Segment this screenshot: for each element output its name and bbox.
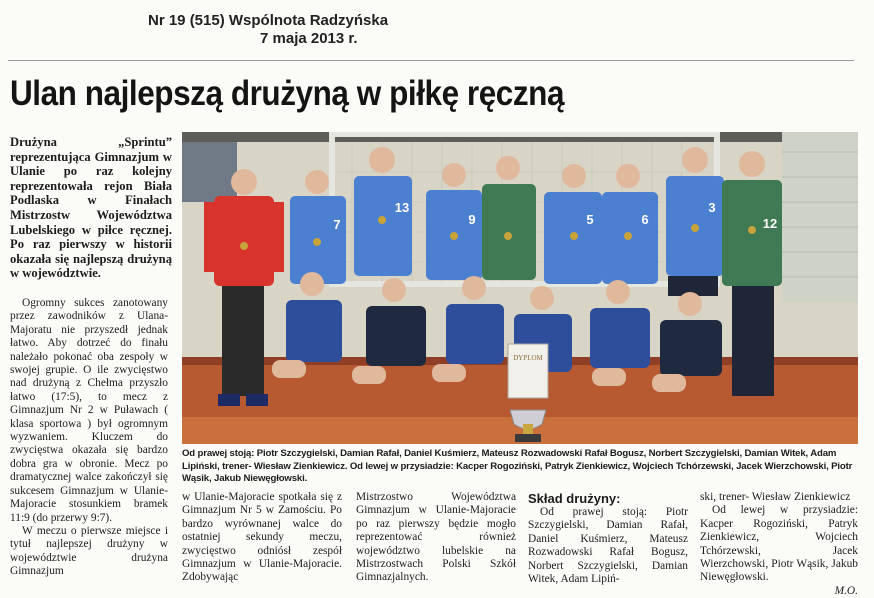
diploma-text: DYPLOM bbox=[513, 354, 543, 362]
body-paragraph: Ogromny sukces zanotowany przez zawodników z Ulana-Majoratu nie przyszedł jednak łatwo. Aby dotrzeć do finału należało pokonać oba zespoły w swojej grupie. O ile zwycięstwo nad drużyną z Chełma przyszło łatwo (17:5), to mecz z Gimnazjum Nr 2 w Puławach ( klasa sportowa ) był ogromnym wyzwaniem. Kluczem do zwycięstwa okazała się bardzo dobra gra w obronie. Mecz po dramatycznej walce zakończył się sukcesem Gimnazjum w Ulanie-Majoracie stosunkiem bramek 11:9 (do przerwy 9:7). bbox=[10, 297, 168, 524]
squad-seated: Od lewej w przysiadzie: Kacper Rogoziński, Patryk Zienkiewicz, Wojciech Tchórzewski, Jacek Wierzchowski, Piotr Wąsik, Jakub Niewęgłowski. bbox=[700, 504, 858, 584]
squad-box bbox=[528, 491, 688, 586]
masthead bbox=[148, 12, 388, 48]
article-body-col2 bbox=[182, 491, 342, 585]
photo-caption: Od prawej stoją: Piotr Szczygielski, Damian Rafał, Daniel Kuśmierz, Mateusz Rozwadowski Rafał Bogusz, Norbert Szczygielski, Damian Witek, Adam Lipiński, trener- Wiesław Zienkiewicz. Od lewej w przysiadzie: Kacper Rogoziński, Patryk Zienkiewicz, Wojciech Tchórzewski, Jacek Wierzchowski, Piotr Wąsik, Jakub Niewęgłowski. bbox=[182, 448, 853, 485]
article-body-col1 bbox=[10, 297, 168, 579]
body-paragraph: Mistrzostwo Województwa Gimnazjum w Ulanie-Majoracie po raz pierwszy będzie mogło reprezentować również województwo lubelskie na Mistrzostwach Polski Szkół Gimnazjalnych. bbox=[356, 491, 516, 584]
body-paragraph: w Ulanie-Majoracie spotkała się z Gimnazjum Nr 5 w Zamościu. Po bardzo wyrównanej walce do ostatniej sekundy meczu, zwycięstwo odniósł zespół Gimnazjum w Ulanie-Majoracie. Zdobywając bbox=[182, 491, 342, 584]
masthead-date: 7 maja 2013 r. bbox=[260, 30, 358, 47]
squad-text-continued: ski, trener- Wiesław Zienkiewicz bbox=[700, 491, 851, 503]
body-paragraph: W meczu o pierwsze miejsce i tytuł najlepszej drużyny w województwie drużyna Gimnazjum bbox=[10, 524, 168, 578]
jersey-number: 7 bbox=[333, 217, 341, 232]
squad-heading: Skład drużyny: bbox=[528, 491, 621, 506]
jersey-number: 5 bbox=[586, 212, 594, 227]
article-lead: Drużyna „Sprintu” reprezentująca Gimnazjum w Ulanie po raz kolejny reprezentowała rejon Biała Podlaska w Finałach Mistrzostw Województwa Lubelskiego w piłce ręcznej. Po raz pierwszy w historii okazała się najlepszą drużyną w województwie. bbox=[10, 135, 172, 281]
squad-box-continued bbox=[700, 491, 858, 598]
team-photo bbox=[182, 132, 858, 444]
article-headline: Ulan najlepszą drużyną w piłkę ręczną bbox=[10, 74, 565, 113]
author-signature: M.O. bbox=[834, 584, 858, 597]
header-rule bbox=[8, 60, 854, 61]
masthead-issue: Nr 19 (515) Wspólnota Radzyńska bbox=[148, 12, 389, 29]
diploma bbox=[508, 344, 548, 398]
team-photo-illustration bbox=[182, 132, 858, 444]
squad-text: Od prawej stoją: Piotr Szczygielski, Damian Rafał, Daniel Kuśmierz, Mateusz Rozwadowski Rafał Bogusz, Norbert Szczygielski, Damian Witek, Adam Lipiń- bbox=[528, 506, 688, 586]
article-body-col3 bbox=[356, 491, 516, 585]
jersey-number: 12 bbox=[762, 216, 778, 231]
jersey-number: 3 bbox=[708, 200, 716, 215]
jersey-number: 13 bbox=[394, 200, 410, 215]
jersey-number: 9 bbox=[468, 212, 476, 227]
jersey-number: 6 bbox=[641, 212, 649, 227]
